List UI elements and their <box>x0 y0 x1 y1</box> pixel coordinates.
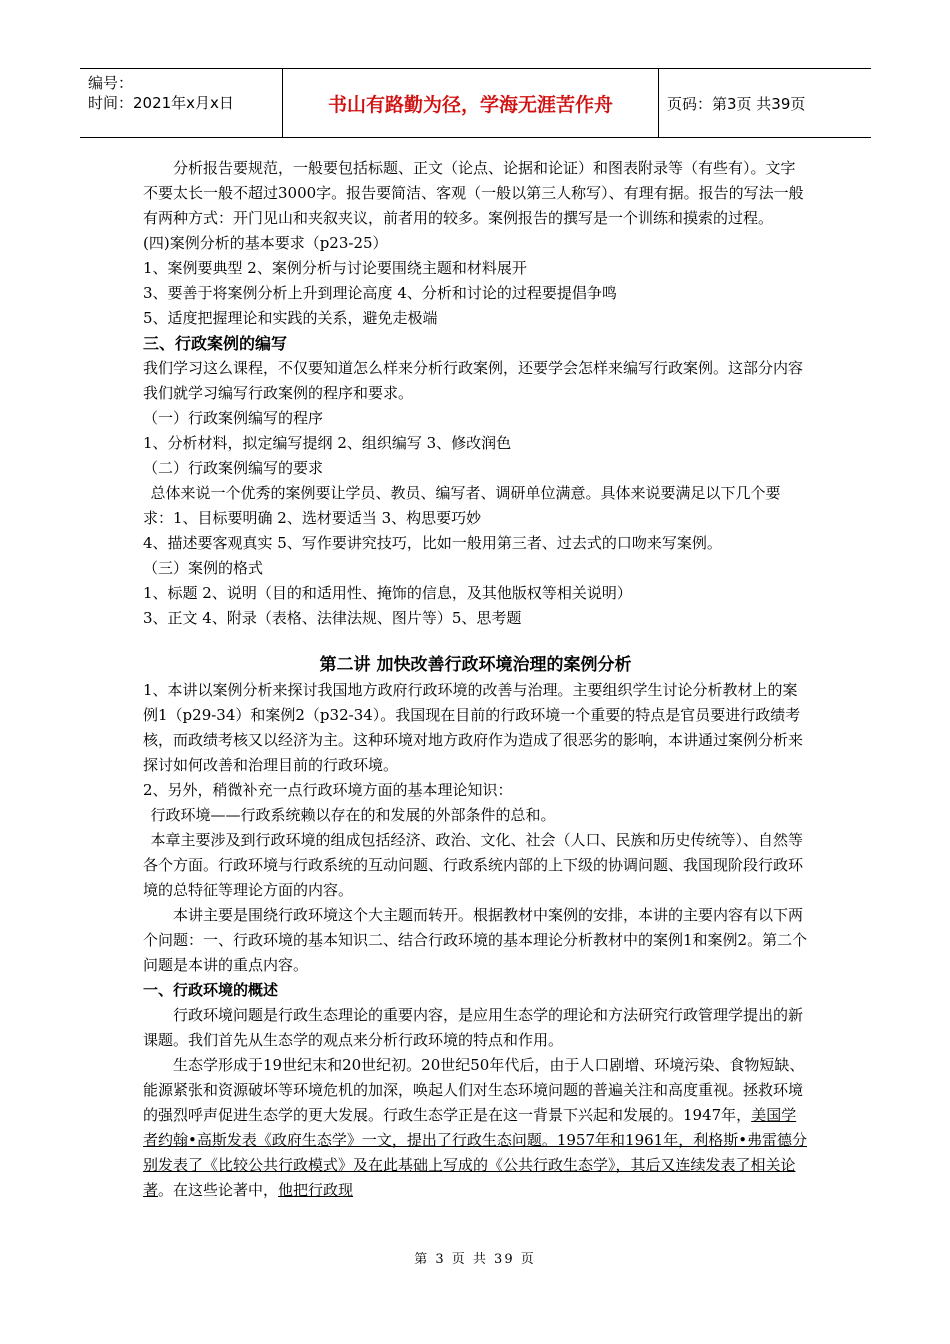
paragraph <box>143 1053 808 1203</box>
paragraph: （三）案例的格式 <box>143 559 264 577</box>
paragraph: （一）行政案例编写的程序 <box>143 409 324 427</box>
paragraph: (四)案例分析的基本要求（p23-25） <box>143 234 388 252</box>
paragraph: 4、描述要客观真实 5、写作要讲究技巧，比如一般用第三者、过去式的口吻来写案例。 <box>143 534 722 552</box>
paragraph-text: 。在这些论著中， <box>158 1181 279 1199</box>
page-header <box>80 68 871 138</box>
header-page-number: 页码：第3页 共39页 <box>667 94 806 113</box>
section-heading: 一、行政环境的概述 <box>143 981 279 999</box>
underlined-text: 美国学者约翰•高斯发表《政府生态学》一文，提出了行政生态问题。1957年和1961年，利格斯•弗雷德分别发表了《比较公共行政模式》及在此基础上写成的《公共行政生态学》，其后又连续发表了相关论著 <box>143 1106 808 1199</box>
paragraph: 3、正文 4、附录（表格、法律法规、图片等）5、思考题 <box>143 609 522 627</box>
paragraph: （二）行政案例编写的要求 <box>143 459 324 477</box>
paragraph: 本讲主要是围绕行政环境这个大主题而转开。根据教材中案例的安排，本讲的主要内容有以下两个问题：一、行政环境的基本知识二、结合行政环境的基本理论分析教材中的案例1和案例2。第二个问题是本讲的重点内容。 <box>143 906 808 974</box>
paragraph: 1、案例要典型 2、案例分析与讨论要围绕主题和材料展开 <box>143 259 527 277</box>
paragraph: 1、标题 2、说明（目的和适用性、掩饰的信息，及其他版权等相关说明） <box>143 584 632 602</box>
paragraph: 1、本讲以案例分析来探讨我国地方政府行政环境的改善与治理。主要组织学生讨论分析教材上的案例1（p29-34）和案例2（p32-34）。我国现在目前的行政环境一个重要的特点是官员要进行政绩考核，而政绩考核又以经济为主。这种环境对地方政府作为造成了很恶劣的影响，本讲通过案例分析来探讨如何改善和治理目前的行政环境。 <box>143 681 804 774</box>
paragraph: 行政环境问题是行政生态理论的重要内容，是应用生态学的理论和方法研究行政管理学提出的新课题。我们首先从生态学的观点来分析行政环境的特点和作用。 <box>143 1006 804 1049</box>
paragraph: 行政环境——行政系统赖以存在的和发展的外部条件的总和。 <box>150 806 556 824</box>
section-heading: 三、行政案例的编写 <box>143 334 288 353</box>
paragraph: 5、适度把握理论和实践的关系，避免走极端 <box>143 309 438 327</box>
header-number: 编号： <box>88 74 134 92</box>
lecture-title: 第二讲 加快改善行政环境治理的案例分析 <box>319 655 632 675</box>
page-footer: 第 3 页 共 39 页 <box>414 1252 536 1267</box>
underlined-text: 他把行政现 <box>278 1181 354 1199</box>
document-body <box>143 156 808 1203</box>
paragraph: 本章主要涉及到行政环境的组成包括经济、政治、文化、社会（人口、民族和历史传统等）、自然等各个方面。行政环境与行政系统的互动问题、行政系统内部的上下级的协调问题、我国现阶段行政环境的总特征等理论方面的内容。 <box>143 831 804 899</box>
header-meta <box>80 69 283 137</box>
paragraph: 2、另外，稍微补充一点行政环境方面的基本理论知识： <box>143 781 513 799</box>
header-time: 时间：2021年x月x日 <box>88 94 234 112</box>
paragraph: 我们学习这么课程，不仅要知道怎么样来分析行政案例，还要学会怎样来编写行政案例。这部分内容我们就学习编写行政案例的程序和要求。 <box>143 359 804 402</box>
paragraph: 总体来说一个优秀的案例要让学员、教员、编写者、调研单位满意。具体来说要满足以下几个要求：1、目标要明确 2、选材要适当 3、构思要巧妙 <box>143 484 781 527</box>
header-motto: 书山有路勤为径，学海无涯苦作舟 <box>283 69 659 137</box>
paragraph: 1、分析材料，拟定编写提纲 2、组织编写 3、修改润色 <box>143 434 512 452</box>
paragraph: 3、要善于将案例分析上升到理论高度 4、分析和讨论的过程要提倡争鸣 <box>143 284 617 302</box>
paragraph-text: 生态学形成于19世纪末和20世纪初。20世纪50年代后，由于人口剧增、环境污染、食物短缺、能源紧张和资源破坏等环境危机的加深，唤起人们对生态环境问题的普遍关注和高度重视。拯救环境的强烈呼声促进生态学的更大发展。行政生态学正是在这一背景下兴起和发展的。1947年， <box>143 1056 805 1124</box>
paragraph: 分析报告要规范，一般要包括标题、正文（论点、论据和论证）和图表附录等（有些有）。文字不要太长一般不超过3000字。报告要简洁、客观（一般以第三人称写）、有理有据。报告的写法一般有两种方式：开门见山和夹叙夹议，前者用的较多。案例报告的撰写是一个训练和摸索的过程。 <box>143 159 804 227</box>
